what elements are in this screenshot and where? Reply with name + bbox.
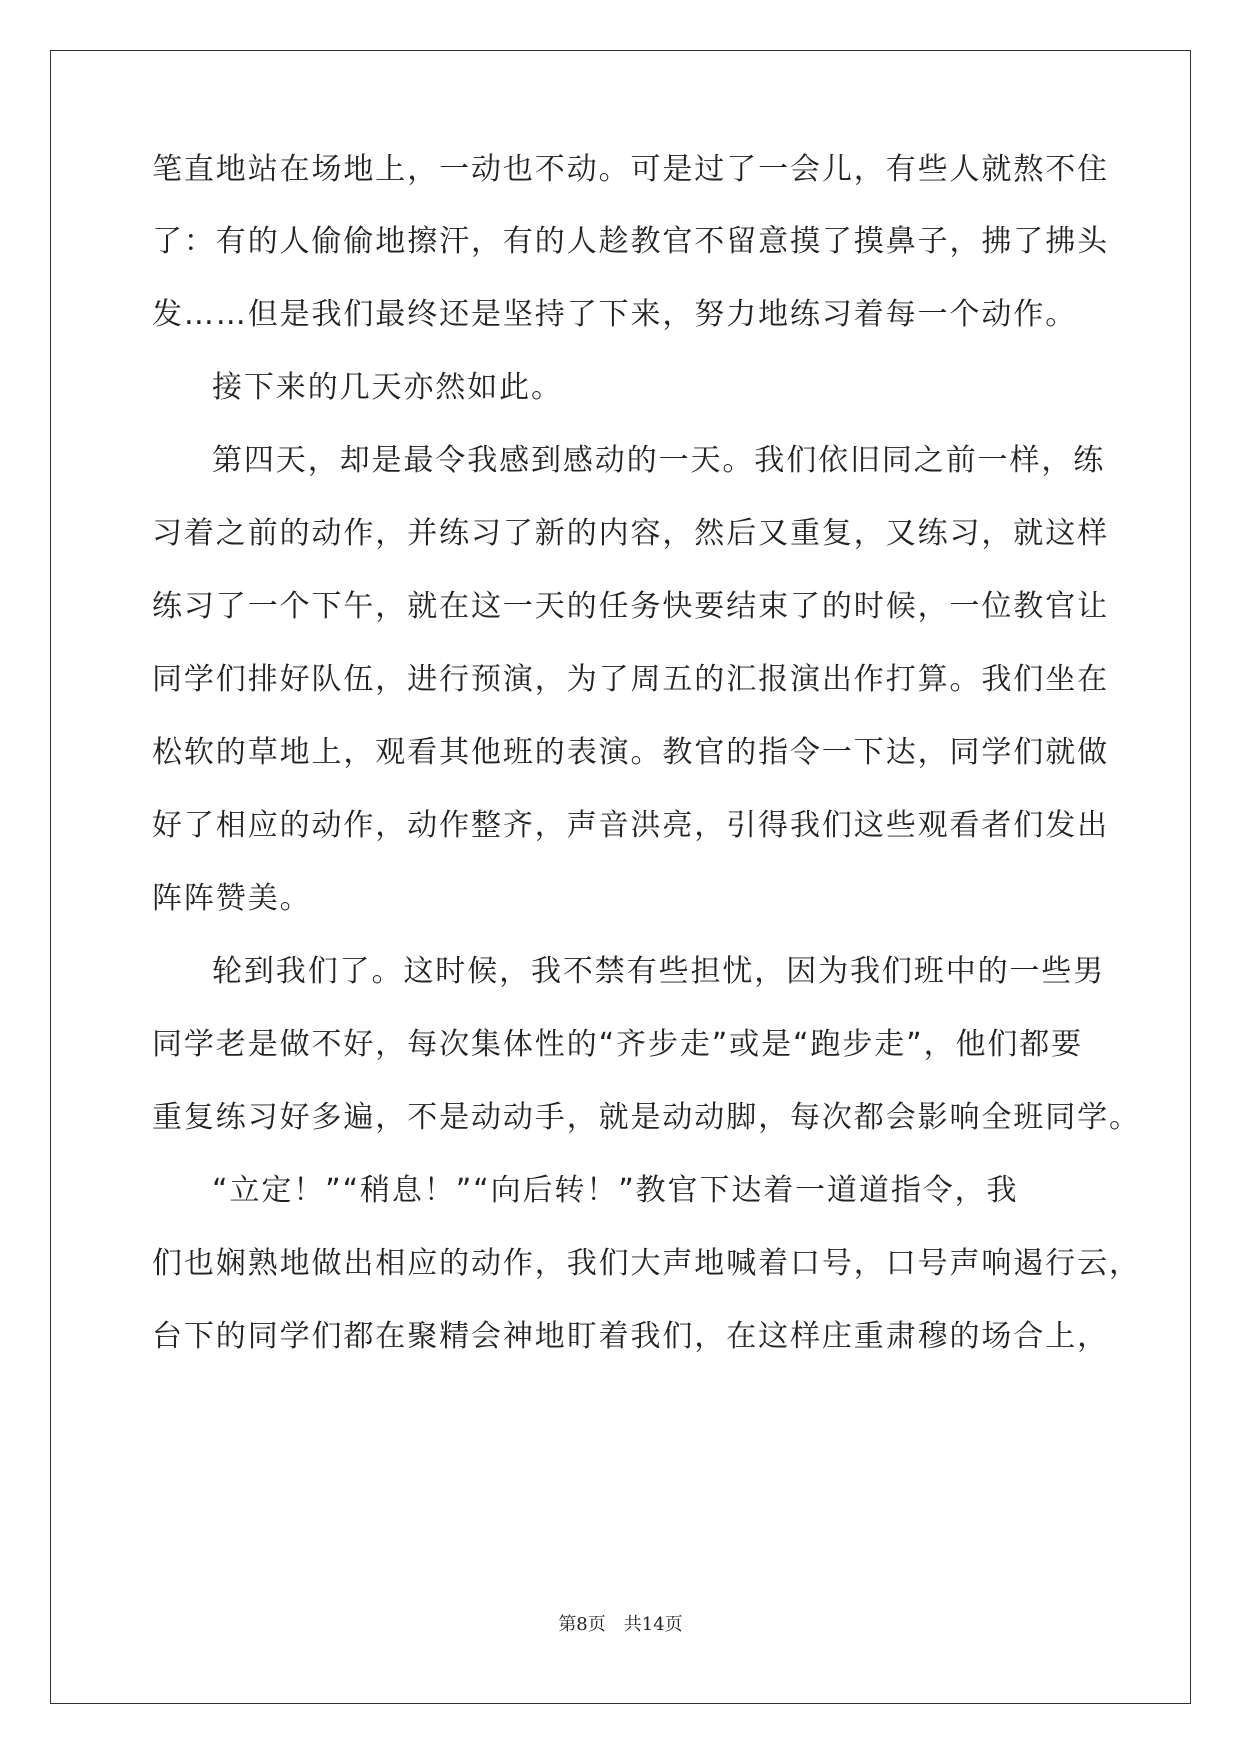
text-line: 重复练习好多遍，不是动动手，就是动动脚，每次都会影响全班同学。	[152, 1100, 1141, 1135]
text-line: 们也娴熟地做出相应的动作，我们大声地喊着口号，口号声响遏行云，	[152, 1246, 1141, 1281]
text-line: 好了相应的动作，动作整齐，声音洪亮，引得我们这些观看者们发出	[152, 808, 1109, 843]
text-line: 了：有的人偷偷地擦汗，有的人趁教官不留意摸了摸鼻子，拂了拂头	[152, 224, 1109, 259]
text-line: 笔直地站在场地上，一动也不动。可是过了一会儿，有些人就熬不住	[152, 152, 1109, 187]
text-line: 习着之前的动作，并练习了新的内容，然后又重复，又练习，就这样	[152, 516, 1109, 551]
text-line: 台下的同学们都在聚精会神地盯着我们，在这样庄重肃穆的场合上，	[152, 1319, 1109, 1354]
text-line: 同学老是做不好，每次集体性的“齐步走”或是“跑步走”，他们都要	[152, 1027, 1084, 1062]
page-total: 共14页	[623, 1614, 683, 1635]
text-line: 同学们排好队伍，进行预演，为了周五的汇报演出作打算。我们坐在	[152, 662, 1109, 697]
text-line: 阵阵赞美。	[152, 881, 312, 916]
text-line: 松软的草地上，观看其他班的表演。教官的指令一下达，同学们就做	[152, 735, 1109, 770]
text-line: 发……但是我们最终还是坚持了下来，努力地练习着每一个动作。	[152, 297, 1078, 332]
text-line: 接下来的几天亦然如此。	[212, 370, 563, 405]
text-line: “立定！”“稍息！”“向后转！”教官下达着一道道指令，我	[212, 1173, 1019, 1208]
page-footer	[0, 1610, 1241, 1636]
text-line: 轮到我们了。这时候，我不禁有些担忧，因为我们班中的一些男	[212, 954, 1106, 989]
text-line: 第四天，却是最令我感到感动的一天。我们依旧同之前一样，练	[212, 443, 1106, 478]
page-number: 第8页	[558, 1614, 606, 1635]
text-line: 练习了一个下午，就在这一天的任务快要结束了的时候，一位教官让	[152, 589, 1109, 624]
